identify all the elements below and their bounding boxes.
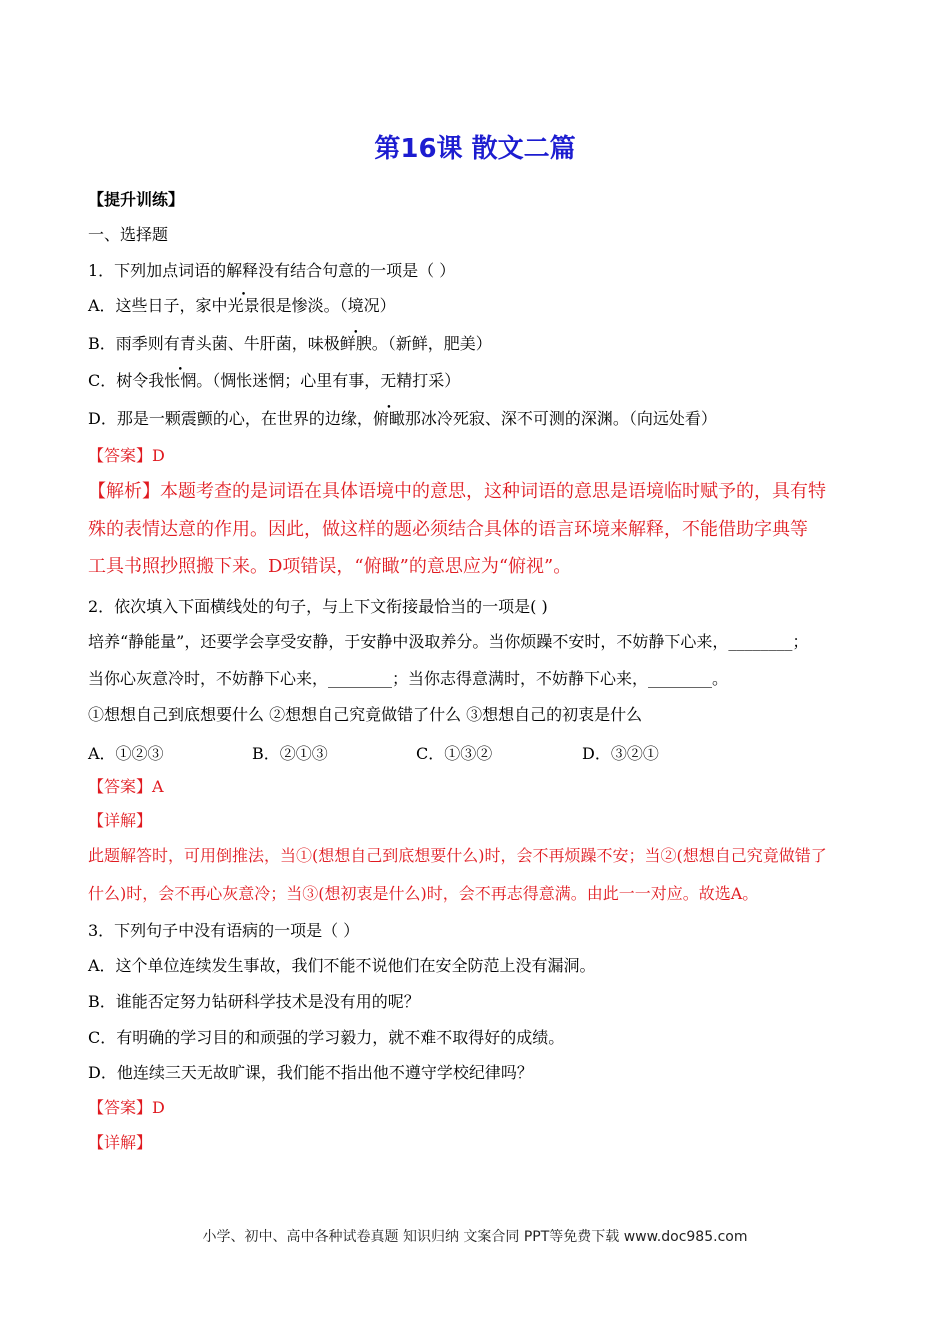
question-2-option-c: C．①③② bbox=[416, 744, 493, 763]
question-2-sentences: ①想想自己到底想要什么 ②想想自己究竟做错了什么 ③想想自己的初衷是什么 bbox=[88, 705, 643, 724]
question-1-stem: 1．下列加点词语的解释没有结合句意的一项是（ ） bbox=[88, 261, 456, 280]
question-1-option-d: D．那是一颗震颤的心，在世界的边缘，俯瞰那冰冷死寂、深不可测的深渊。（向远处看） bbox=[88, 409, 717, 428]
dotted-word: 俯瞰 bbox=[372, 409, 405, 428]
question-2-option-d: D．③②① bbox=[582, 744, 659, 763]
dotted-word: 光景 bbox=[227, 296, 260, 315]
question-2-text: 培养“静能量”，还要学会享受安静，于安静中汲取养分。当你烦躁不安时，不妨静下心来，________； bbox=[88, 632, 809, 651]
page-footer: 小学、初中、高中各种试卷真题 知识归纳 文案合同 PPT等免费下载 www.doc985.com bbox=[202, 1229, 748, 1245]
dotted-word: 怅惘 bbox=[164, 371, 197, 390]
question-1-analysis-line: 【解析】本题考查的是词语在具体语境中的意思，这种词语的意思是语境临时赋予的，具有特 bbox=[88, 481, 826, 502]
question-1-analysis-line: 工具书照抄照搬下来。D项错误，“俯瞰”的意思应为“俯视”。 bbox=[88, 556, 572, 577]
question-3-option-b: B．谁能否定努力钻研科学技术是没有用的呢？ bbox=[88, 992, 420, 1011]
question-3-detail-heading: 【详解】 bbox=[88, 1133, 153, 1152]
question-2-detail-heading: 【详解】 bbox=[88, 811, 153, 830]
question-2-text: 当你心灰意冷时，不妨静下心来，________；当你志得意满时，不妨静下心来，________。 bbox=[88, 669, 729, 688]
question-2-option-a: A．①②③ bbox=[88, 744, 164, 763]
question-1-option-a: A．这些日子，家中光景很是惨淡。（境况） bbox=[88, 296, 396, 315]
question-3-answer: 【答案】D bbox=[88, 1098, 165, 1117]
dotted-word: 鲜腴 bbox=[339, 334, 372, 353]
question-2-answer: 【答案】A bbox=[88, 777, 164, 796]
question-1-analysis-line: 殊的表情达意的作用。因此，做这样的题必须结合具体的语言环境来解释，不能借助字典等 bbox=[88, 519, 808, 540]
question-1-option-c: C．树令我怅惘。（惆怅迷惘；心里有事，无精打采） bbox=[88, 371, 461, 390]
question-3-stem: 3．下列句子中没有语病的一项是（ ） bbox=[88, 921, 360, 940]
question-1-answer: 【答案】D bbox=[88, 446, 165, 465]
question-2-stem: 2．依次填入下面横线处的句子，与上下文衔接最恰当的一项是( ) bbox=[88, 597, 548, 616]
document-title: 第16课 散文二篇 bbox=[374, 134, 576, 164]
question-2-option-b: B．②①③ bbox=[252, 744, 328, 763]
question-3-option-a: A．这个单位连续发生事故，我们不能不说他们在安全防范上没有漏洞。 bbox=[88, 956, 596, 975]
question-2-explanation: 什么)时，会不再心灰意冷；当③(想初衷是什么)时，会不再志得意满。由此一一对应。故选A。 bbox=[88, 884, 759, 903]
question-1-option-b: B．雨季则有青头菌、牛肝菌，味极鲜腴。（新鲜，肥美） bbox=[88, 334, 492, 353]
question-2-explanation: 此题解答时，可用倒推法，当①(想想自己到底想要什么)时，会不再烦躁不安；当②(想想自己究竟做错了 bbox=[88, 846, 827, 865]
part-heading: 一、选择题 bbox=[88, 225, 169, 244]
question-3-option-d: D．他连续三天无故旷课，我们能不指出他不遵守学校纪律吗？ bbox=[88, 1063, 533, 1082]
section-heading: 【提升训练】 bbox=[88, 190, 185, 209]
question-3-option-c: C．有明确的学习目的和顽强的学习毅力，就不难不取得好的成绩。 bbox=[88, 1028, 565, 1047]
